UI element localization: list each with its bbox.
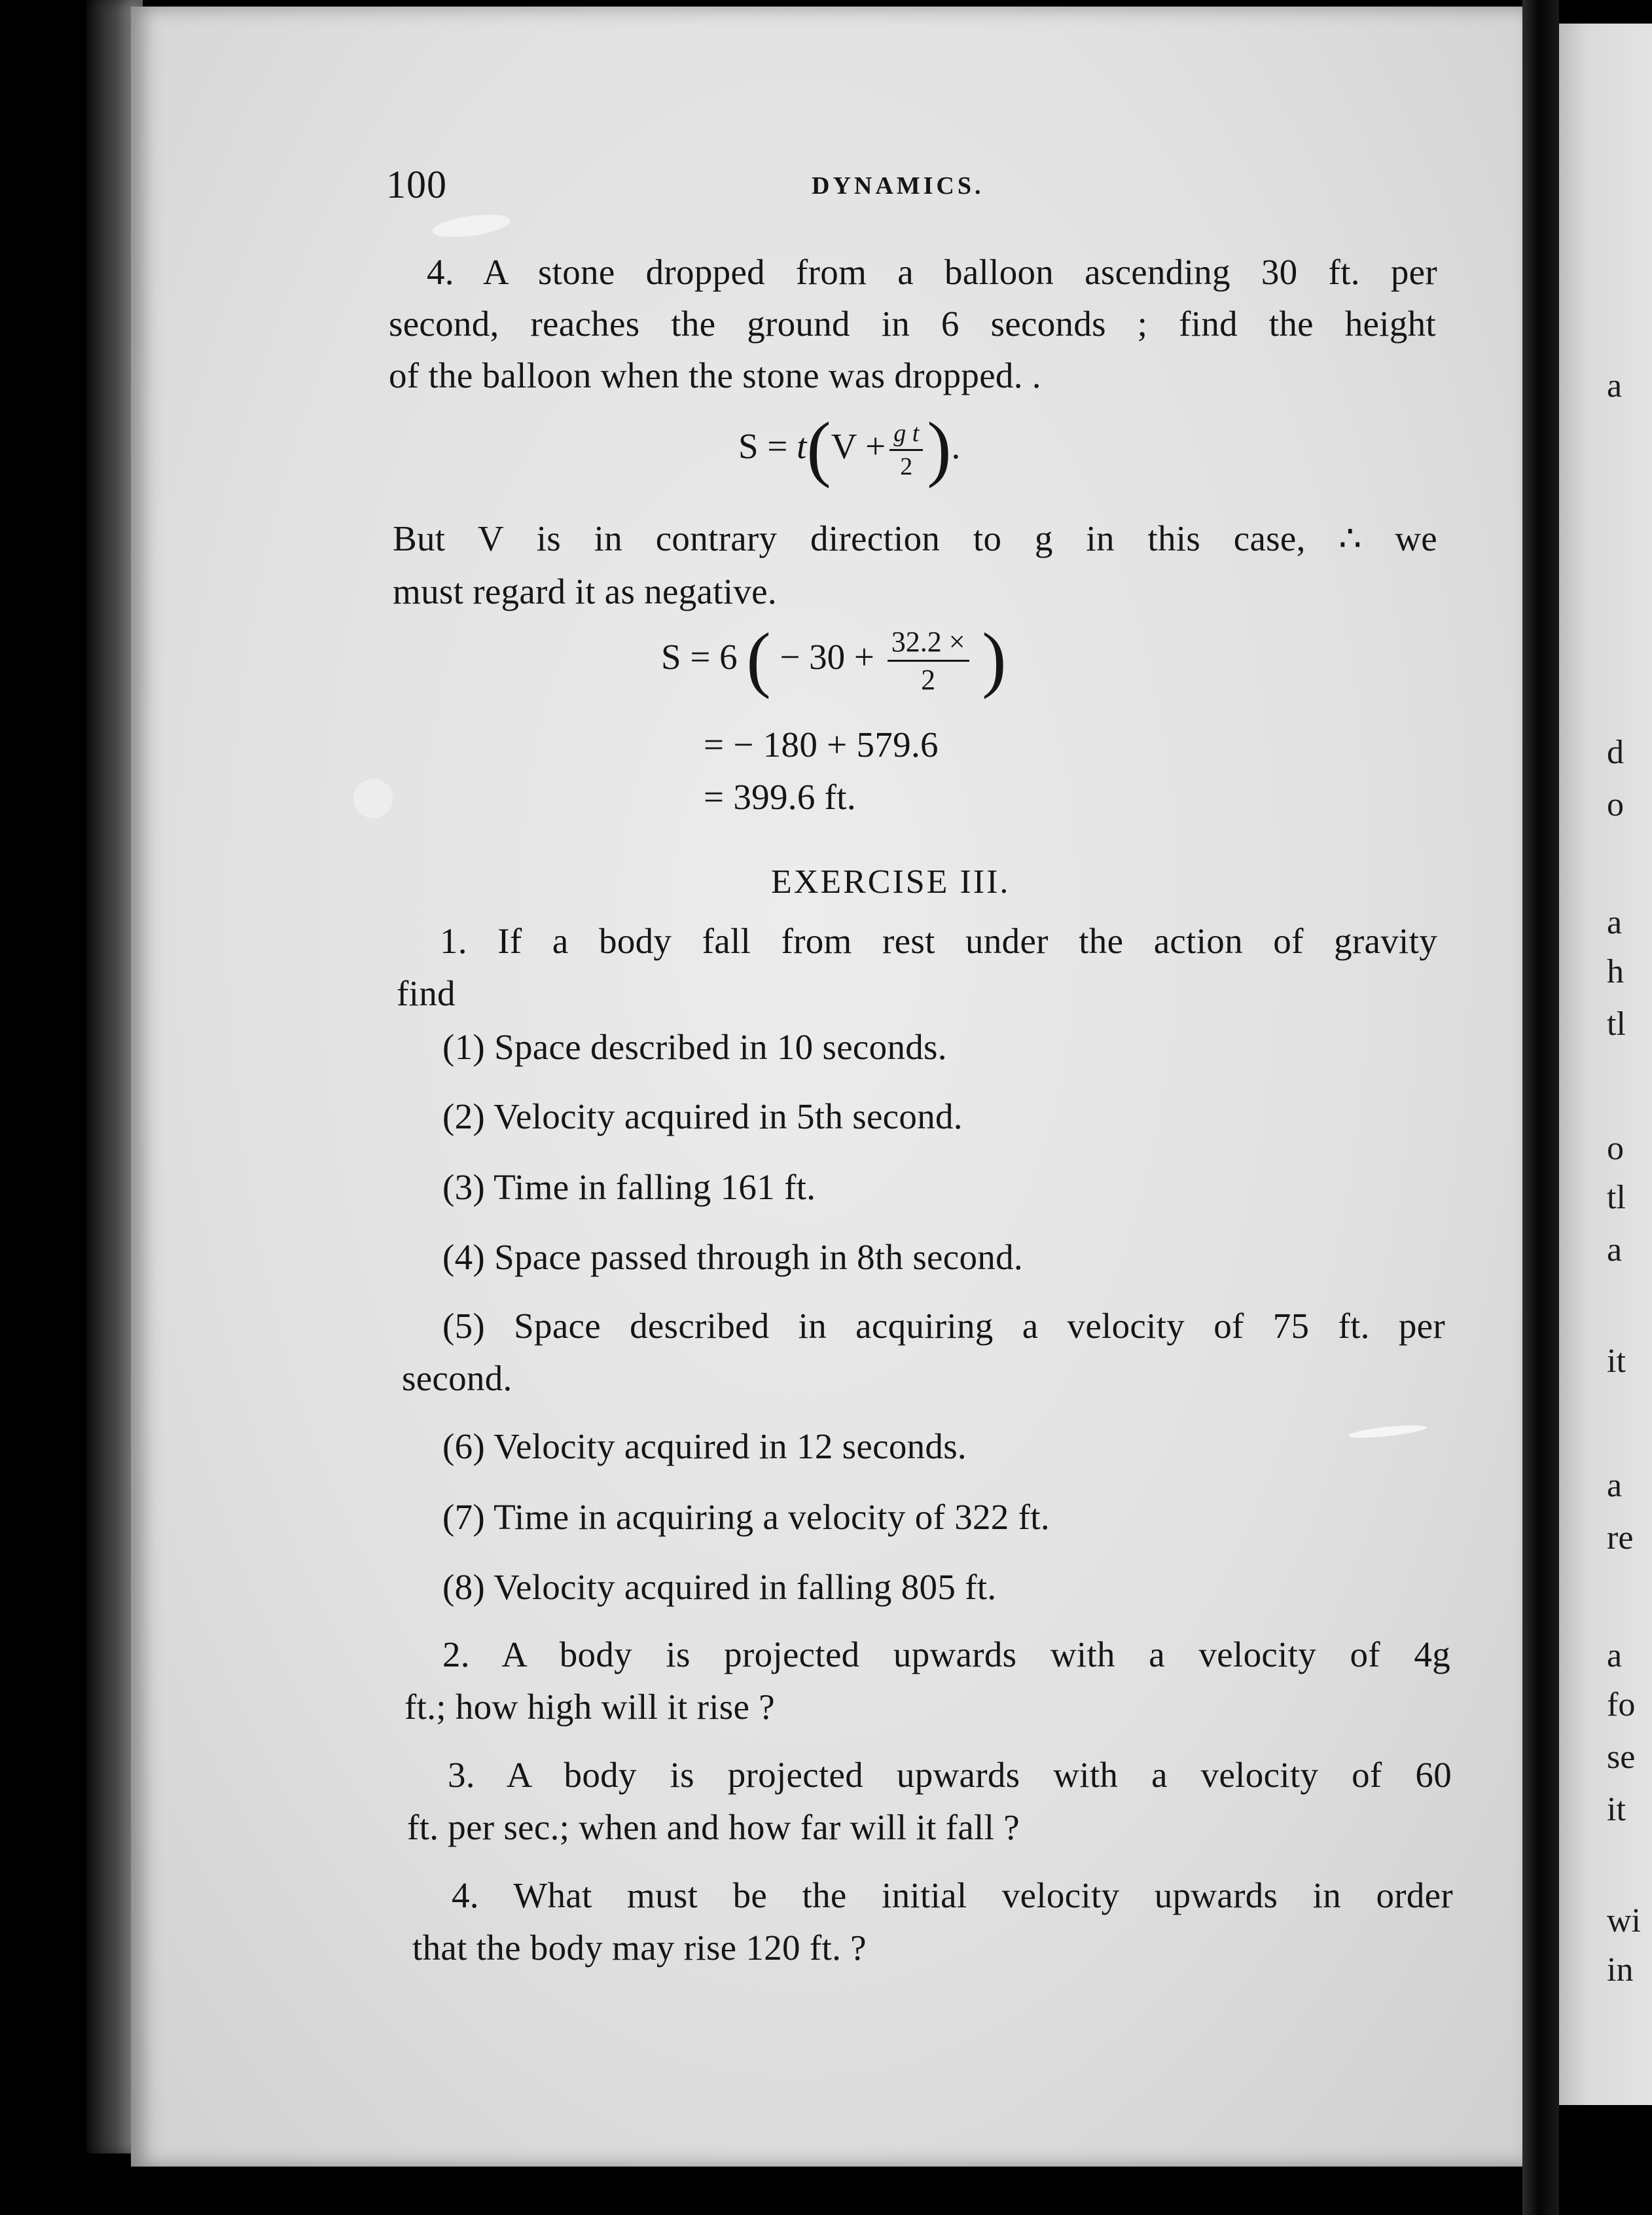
facing-page-fragment: d — [1607, 734, 1624, 771]
formula-v: V + — [831, 426, 886, 467]
facing-page-fragment: a — [1607, 1231, 1623, 1269]
facing-page-fragment: a — [1607, 1637, 1623, 1674]
formula-t: t — [797, 426, 807, 467]
facing-page-fragment: o — [1607, 1130, 1624, 1167]
question-1-part: (6) Velocity acquired in 12 seconds. — [442, 1426, 967, 1466]
question-4-line: that the body may rise 120 ft. ? — [412, 1928, 867, 1968]
question-1-part: (3) Time in falling 161 ft. — [442, 1167, 816, 1207]
calc-step-3: = 399.6 ft. — [704, 777, 856, 817]
facing-page-fragment: se — [1607, 1738, 1636, 1776]
question-2-line: ft.; how high will it rise ? — [404, 1687, 775, 1727]
formula-fraction — [889, 419, 923, 481]
facing-page-fragment: h — [1607, 953, 1624, 990]
question-3-line: 3. A body is projected upwards with a velocity of 60 — [448, 1755, 1452, 1795]
book-gutter — [1522, 0, 1559, 2215]
running-head — [386, 162, 1446, 208]
facing-page-fragment: re — [1607, 1519, 1634, 1557]
question-1-part: (4) Space passed through in 8th second. — [442, 1237, 1023, 1277]
facing-page-fragment: in — [1607, 1951, 1634, 1989]
facing-page-fragment: it — [1607, 1791, 1626, 1828]
fraction-denominator: 2 — [900, 453, 913, 480]
calc-inner: − 30 + — [780, 637, 874, 677]
facing-page-fragment: a — [1607, 1467, 1623, 1504]
fraction-denominator: 2 — [921, 664, 936, 696]
example-line: second, reaches the ground in 6 seconds ; find the height — [389, 304, 1436, 344]
question-1-part: (2) Velocity acquired in 5th second. — [442, 1096, 963, 1136]
formula-end: . — [951, 426, 961, 467]
fraction-numerator: 32.2 × — [888, 625, 969, 662]
question-1-line: find — [397, 973, 456, 1013]
facing-page-fragment: tl — [1607, 1005, 1626, 1043]
calc-fraction — [888, 625, 969, 696]
facing-page-fragment: a — [1607, 904, 1623, 941]
example-note-line: must regard it as negative. — [393, 571, 777, 611]
question-1-line: 1. If a body fall from rest under the action of gravity — [440, 921, 1437, 961]
question-1-part: (7) Time in acquiring a velocity of 322 ft. — [442, 1497, 1050, 1537]
fraction-numerator: g t — [889, 419, 923, 451]
calc-lhs: S = 6 — [661, 637, 738, 677]
exercise-heading: EXERCISE III. — [771, 863, 1011, 901]
calc-step-1 — [661, 619, 1007, 700]
calc-step-2: = − 180 + 579.6 — [704, 725, 939, 765]
facing-page-fragment: it — [1607, 1342, 1626, 1380]
question-1-part: second. — [402, 1358, 512, 1398]
page-title: DYNAMICS. — [812, 172, 984, 200]
open-paren: ( — [806, 408, 831, 490]
page-number: 100 — [386, 163, 447, 206]
facing-page-fragment: fo — [1607, 1686, 1636, 1723]
formula-displacement — [738, 408, 961, 490]
question-1-part: (1) Space described in 10 seconds. — [442, 1027, 947, 1067]
formula-lhs: S = — [738, 426, 797, 467]
question-3-line: ft. per sec.; when and how far will it fall ? — [407, 1807, 1020, 1847]
question-1-part: (5) Space described in acquiring a velocity of 75 ft. per — [442, 1306, 1445, 1346]
example-note-line: But V is in contrary direction to g in this case, ∴ we — [393, 518, 1437, 558]
facing-page-fragment: o — [1607, 786, 1624, 823]
scan-blemish — [353, 779, 393, 818]
question-1-part: (8) Velocity acquired in falling 805 ft. — [442, 1567, 997, 1607]
close-paren: ) — [982, 619, 1007, 700]
question-2-line: 2. A body is projected upwards with a velocity of 4g — [442, 1634, 1450, 1674]
facing-page-fragment: wi — [1607, 1902, 1641, 1939]
open-paren: ( — [746, 619, 771, 700]
example-line: of the balloon when the stone was dropped. . — [389, 355, 1041, 395]
close-paren: ) — [927, 408, 952, 490]
facing-page-fragment: tl — [1607, 1179, 1626, 1216]
question-4-line: 4. What must be the initial velocity upwards in order — [452, 1875, 1453, 1915]
facing-page-fragment: a — [1607, 367, 1623, 405]
example-line: 4. A stone dropped from a balloon ascending 30 ft. per — [427, 252, 1437, 292]
